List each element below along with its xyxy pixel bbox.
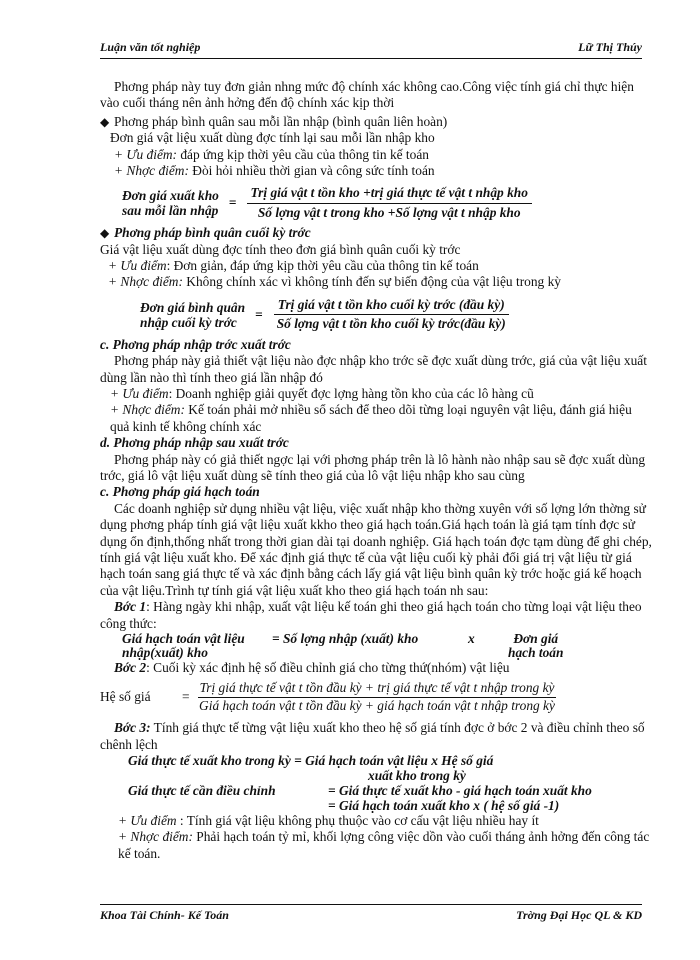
formula-lhs-line: nhập(xuất) kho (122, 645, 208, 660)
step-text: : Cuối kỳ xác định hệ số điều chỉnh giá cho từng thứ(nhóm) vật liệu (146, 660, 510, 675)
advantage-label: + Ưu điểm (118, 813, 177, 829)
equals-sign: = (182, 689, 190, 705)
formula-numerator: Trị giá vật t tồn kho cuối kỳ trớc (đầu kỳ) (274, 297, 509, 315)
header-author: Lữ Thị Thúy (578, 40, 642, 54)
formula-lhs-line: nhập cuối kỳ trớc (140, 314, 237, 330)
paragraph-intro: Phơng pháp này tuy đơn giản nhng mức độ chính xác không cao.Công việc tính giá chỉ thực hiện vào cuối tháng nên ảnh hởng đến độ chính xác kịp thời (100, 79, 634, 111)
formula-lhs-line: Đơn giá xuất kho (122, 188, 219, 204)
bullet-heading (100, 225, 652, 241)
equals-sign: = (255, 306, 263, 322)
formula-price-coefficient (100, 680, 652, 714)
formula-lhs-line: sau mỗi lần nhập (122, 203, 219, 219)
formula-rhs-line: Đơn giá (513, 631, 559, 646)
advantage-line (100, 813, 652, 829)
formula-line: = Giá hạch toán xuất kho x ( hệ số giá -1) (328, 798, 560, 814)
formula-fraction (247, 185, 532, 221)
advantage-text: đáp ứng kịp thời yêu cầu của thông tin kế toán (177, 146, 429, 162)
disadvantage-line (100, 163, 652, 179)
formula-numerator: Trị giá vật t tồn kho +trị giá thực tế vật t nhập kho (247, 185, 532, 203)
disadvantage-line (100, 402, 652, 435)
paragraph: Giá vật liệu xuất dùng đợc tính theo đơn giá bình quân cuối kỳ trớc (100, 241, 461, 257)
paragraph: Phơng pháp này có giả thiết ngợc lại với phơng pháp trên là lô hành nào nhập sau sẽ đợc xuất dùng trớc, giá lô vật liệu xuất dùng sẽ tính theo giá của lô vật liệu nhập kho sau cùng (100, 451, 646, 483)
paragraph: Các doanh nghiệp sử dụng nhiều vật liệu, việc xuất nhập kho thờng xuyên với số lợng lớn thờng sử dụng phơng pháp tính giá vật liệu xuất kkho theo giá hạch toán.Giá hạch toán là giá tạm tính đợc sử dụng ổn định,thống nhất trong thời gian dài tại doanh nghiệp. Giá hạch toán đợc tạm dùng để ghi chép, tính giá vật liệu xuất kho. Để xác định giá thực tế của vật liệu cuối kỳ phải đổi giá trị vật liệu từ giá hạch toán sang giá thực tế và xác định bằng cách lấy giá vật liệu bình quân kỳ trớc hoặc giá kế hoạch của vật liệu.Trình tự tính giá vật liệu xuất kho theo giá hạch toán nh sau: (100, 500, 652, 598)
formula-line: = Giá thực tế xuất kho - giá hạch toán xuất kho (328, 783, 592, 799)
advantage-line (100, 386, 652, 402)
disadvantage-text: Kế toán phải mở nhiều sổ sách để theo dõi từng loại nguyên vật liệu, đánh giá hiệu quả kinh tế không chính xác (110, 402, 632, 434)
step-line (100, 720, 652, 753)
disadvantage-label: + Nhợc điểm: (114, 163, 189, 179)
step-label: Bớc 3: (114, 720, 151, 736)
formula-lhs: Giá thực tế cần điều chỉnh (128, 783, 276, 799)
formula-denominator: Số lợng vật t trong kho +Số lợng vật t nhập kho (257, 204, 521, 220)
formula-middle: = Số lợng nhập (xuất) kho (272, 631, 419, 646)
document-body (100, 79, 652, 862)
page-header (100, 40, 642, 56)
header-thesis-label: Luận văn tốt nghiệp (100, 40, 201, 54)
formula-numerator: Trị giá thực tế vật t tồn đầu kỳ + trị giá thực tế vật t nhập trong kỳ (198, 680, 557, 697)
formula-rhs-line: hạch toán (508, 645, 564, 660)
formula-lhs: Hệ số giá (100, 689, 151, 705)
advantage-text: : Doanh nghiệp giải quyết đợc lợng hàng tồn kho của các lô hàng cũ (168, 385, 534, 401)
disadvantage-label: + Nhợc điểm: (110, 402, 185, 418)
formula-adjustment (128, 783, 652, 813)
step-text: Tính giá thực tế từng vật liệu xuất kho theo hệ số giá tính đợc ở bớc 2 và điều chỉnh theo số chênh lệch (100, 720, 645, 752)
formula-lhs-line: Đơn giá bình quân (140, 299, 246, 315)
disadvantage-label: + Nhợc điểm: (108, 274, 183, 290)
disadvantage-text: Phải hạch toán tỷ mỉ, khối lợng công việc dồn vào cuối tháng ảnh hởng đến công tác kế toán. (118, 829, 650, 861)
section-heading: c. Phơng pháp nhập trớc xuất trớc (100, 336, 291, 352)
paragraph: Phơng pháp này giả thiết vật liệu nào đợc nhập kho trớc sẽ đợc xuất dùng trớc, giá của vật liệu xuất dùng lần nào thì tính theo giá lần nhập đó (100, 353, 647, 385)
bullet-heading (100, 114, 652, 130)
formula-unit-price (122, 185, 652, 221)
step-line (100, 660, 652, 676)
advantage-label: + Ưu điểm (110, 385, 169, 401)
advantage-line (100, 147, 652, 163)
disadvantage-label: + Nhợc điểm: (118, 829, 193, 845)
formula-lhs (122, 188, 219, 218)
header-rule (100, 58, 642, 59)
advantage-label: + Ưu điểm: (114, 146, 178, 162)
disadvantage-text: Không chính xác vì không tính đến sự biến động của vật liệu trong kỳ (182, 274, 561, 290)
diamond-bullet-icon: ◆ (100, 114, 110, 129)
formula-fraction (198, 680, 557, 714)
formula-denominator: Giá hạch toán vật t tồn đầu kỳ + giá hạch toán vật t nhập trong kỳ (199, 697, 555, 713)
diamond-bullet-icon: ◆ (100, 226, 110, 241)
formula-fraction (273, 297, 510, 333)
disadvantage-line (100, 829, 652, 862)
disadvantage-text: Đòi hỏi nhiều thời gian và công sức tính toán (188, 163, 435, 179)
step-label: Bớc 1 (114, 599, 147, 615)
formula-denominator: Số lợng vật t tồn kho cuối kỳ trớc(đầu kỳ) (276, 316, 506, 332)
formula-step3 (128, 753, 652, 783)
step-label: Bớc 2 (114, 660, 147, 675)
footer-university: Trờng Đại Học QL & KD (516, 908, 642, 922)
advantage-text: : Đơn giản, đáp ứng kịp thời yêu cầu của thông tin kế toán (166, 258, 479, 274)
formula-step1 (122, 632, 652, 660)
advantage-line (100, 258, 652, 274)
formula-rhs (328, 783, 592, 813)
formula-lhs (140, 300, 245, 330)
disadvantage-line (100, 274, 652, 290)
formula-lhs-line: Giá hạch toán vật liệu (122, 631, 245, 646)
bullet-text: Phơng pháp bình quân cuối kỳ trớc (114, 225, 311, 241)
section-heading: d. Phơng pháp nhập sau xuất trớc (100, 435, 289, 451)
footer-rule (100, 904, 642, 905)
formula-average-price (140, 297, 652, 333)
paragraph: Đơn giá vật liệu xuất dùng đợc tính lại sau mỗi lần nhập kho (110, 130, 435, 146)
footer-faculty: Khoa Tài Chính- Kế Toán (100, 908, 229, 922)
step-line (100, 599, 652, 632)
formula-times: x (468, 631, 475, 646)
formula-line: Giá thực tế xuất kho trong kỳ = Giá hạch toán vật liệu x Hệ số giá (128, 753, 494, 769)
step-text: : Hàng ngày khi nhập, xuất vật liệu kế toán ghi theo giá hạch toán cho từng loại vật liệu theo công thức: (100, 599, 642, 631)
page-footer (100, 908, 642, 924)
section-heading: c. Phơng pháp giá hạch toán (100, 484, 260, 500)
equals-sign: = (228, 195, 237, 211)
advantage-text: : Tính giá vật liệu không phụ thuộc vào cơ cấu vật liệu nhiều hay ít (176, 813, 539, 829)
bullet-text: Phơng pháp bình quân sau mỗi lần nhập (bình quân liên hoàn) (114, 113, 448, 129)
formula-lhs (122, 632, 272, 660)
formula-line: xuất kho trong kỳ (368, 768, 466, 784)
advantage-label: + Ưu điểm (108, 258, 167, 274)
formula-rhs (508, 632, 563, 660)
